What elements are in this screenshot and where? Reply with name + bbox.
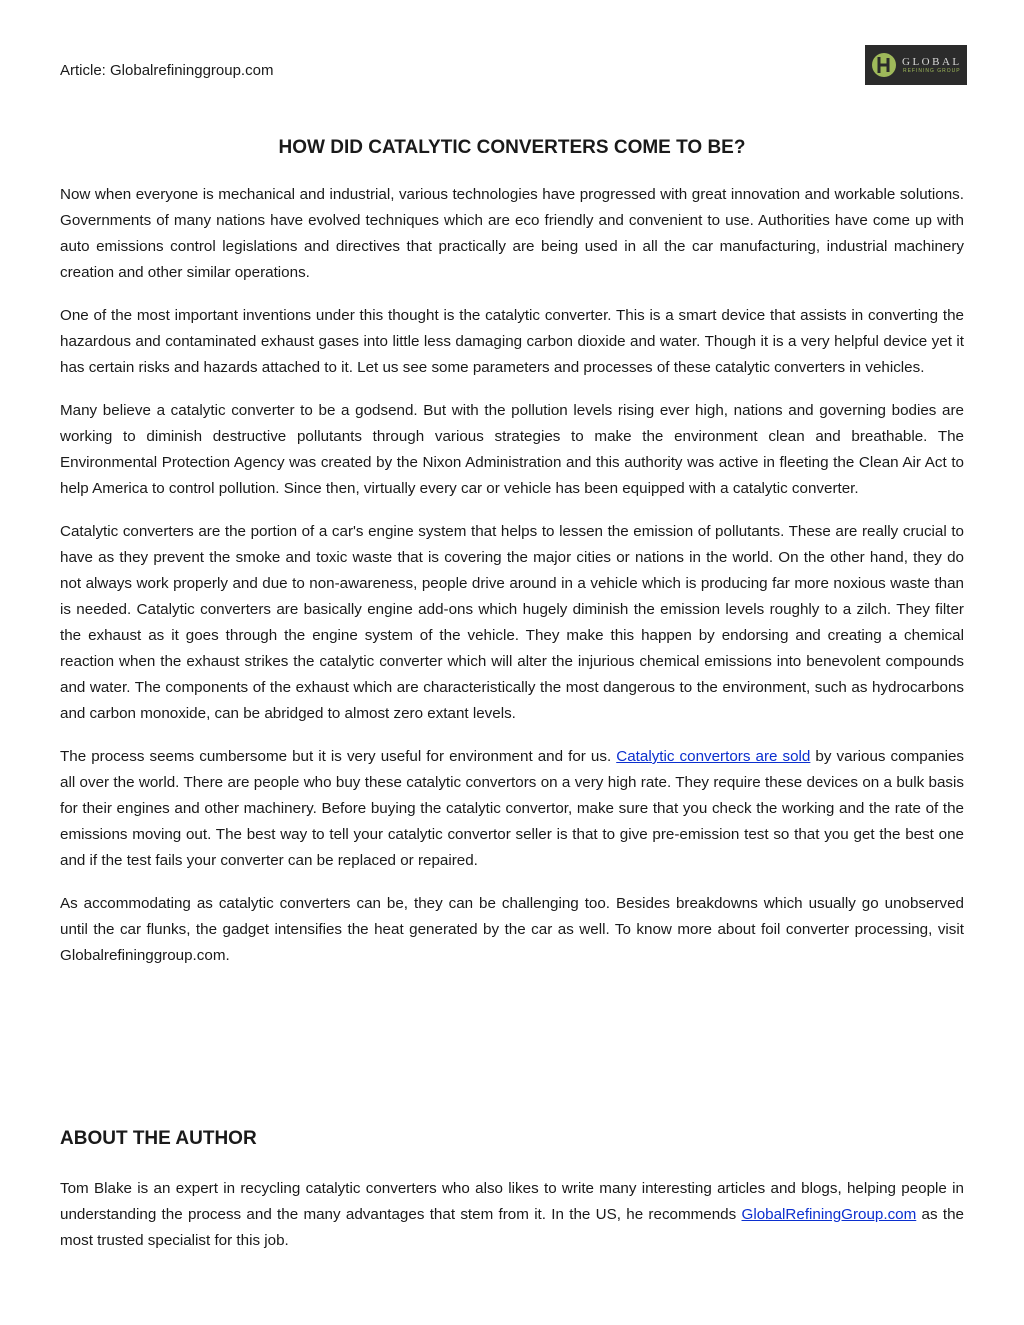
paragraph-4: Catalytic converters are the portion of a car's engine system that helps to lessen the emission of pollutants. These are really crucial to have as they prevent the smoke and toxic waste that is covering the major cities or nations in the world. On the other hand, they do not always work properly and due to non-awareness, people drive around in a vehicle which is producing far more noxious waste than is needed. Catalytic converters are basically engine add-ons which hugely diminish the emission levels roughly to a zilch. They filter the exhaust as it goes through the engine system of the vehicle. They make this happen by endorsing and creating a chemical reaction when the exhaust strikes the catalytic converter which will alter the injurious chemical emissions into benevolent compounds and water. The components of the exhaust which are characteristically the most dangerous to the environment, such as hydrocarbons and carbon monoxide, can be abridged to almost zero extant levels. <box>60 523 964 722</box>
paragraph-2: One of the most important inventions under this thought is the catalytic converter. This is a smart device that assists in converting the hazardous and contaminated exhaust gases into little less damaging carbon dioxide and water. Though it is a very helpful device yet it has certain risks and hazards attached to it. Let us see some parameters and processes of these catalytic converters in vehicles. <box>60 307 964 376</box>
paragraph-3: Many believe a catalytic converter to be a godsend. But with the pollution levels rising ever high, nations and governing bodies are working to diminish destructive pollutants through various strategies to make the environment clean and breathable. The Environmental Protection Agency was created by the Nixon Administration and this authority was active in fleeting the Clean Air Act to help America to control pollution. Since then, virtually every car or vehicle has been equipped with a catalytic converter. <box>60 402 964 497</box>
paragraph-5-end: by various companies all over the world. There are people who buy these catalytic convertors on a very high rate. They require these devices on a bulk basis for their engines and other machinery. Before buying the catalytic convertor, make sure that you check the working and the rate of the emissions moving out. The best way to tell your catalytic convertor seller is that to give pre-emission test so that you get the best one and if the test fails your converter can be replaced or repaired. <box>60 748 965 869</box>
author-bio-end: as the most trusted specialist for this job. <box>60 1206 964 1249</box>
author-heading: ABOUT THE AUTHOR <box>60 1128 257 1149</box>
paragraph-1: Now when everyone is mechanical and industrial, various technologies have progressed with great innovation and workable solutions. Governments of many nations have evolved techniques which are eco friendly and convenient to use. Authorities have come up with auto emissions control legislations and directives that practically are being used in all the car manufacturing, industrial machinery creation and other similar operations. <box>60 186 964 281</box>
article-body <box>60 182 964 986</box>
author-bio-start: Tom Blake is an expert in recycling catalytic converters who also likes to write many interesting articles and blogs, helping people in understanding the process and the many advantages that stem from it. In the US, he recommends <box>60 1180 964 1223</box>
globe-logo-icon <box>871 50 897 80</box>
paragraph-5 <box>60 744 964 874</box>
article-source: Article: Globalrefininggroup.com <box>60 62 274 79</box>
global-refining-link[interactable]: GlobalRefiningGroup.com <box>741 1206 917 1223</box>
paragraph-6: As accommodating as catalytic converters can be, they can be challenging too. Besides breakdowns which usually go unobserved until the car flunks, the gadget intensifies the heat generated by the car as well. To know more about foil converter processing, visit Globalrefininggroup.com. <box>60 895 964 964</box>
article-title: HOW DID CATALYTIC CONVERTERS COME TO BE? <box>278 137 746 158</box>
author-bio <box>60 1176 964 1254</box>
logo-word-refining: REFINING GROUP <box>902 67 961 74</box>
logo-word-global: GLOBAL <box>902 55 962 68</box>
catalytic-convertors-link[interactable]: Catalytic convertors are sold <box>616 748 811 765</box>
paragraph-5-start: The process seems cumbersome but it is very useful for environment and for us. <box>60 748 617 765</box>
company-logo[interactable] <box>865 45 967 85</box>
